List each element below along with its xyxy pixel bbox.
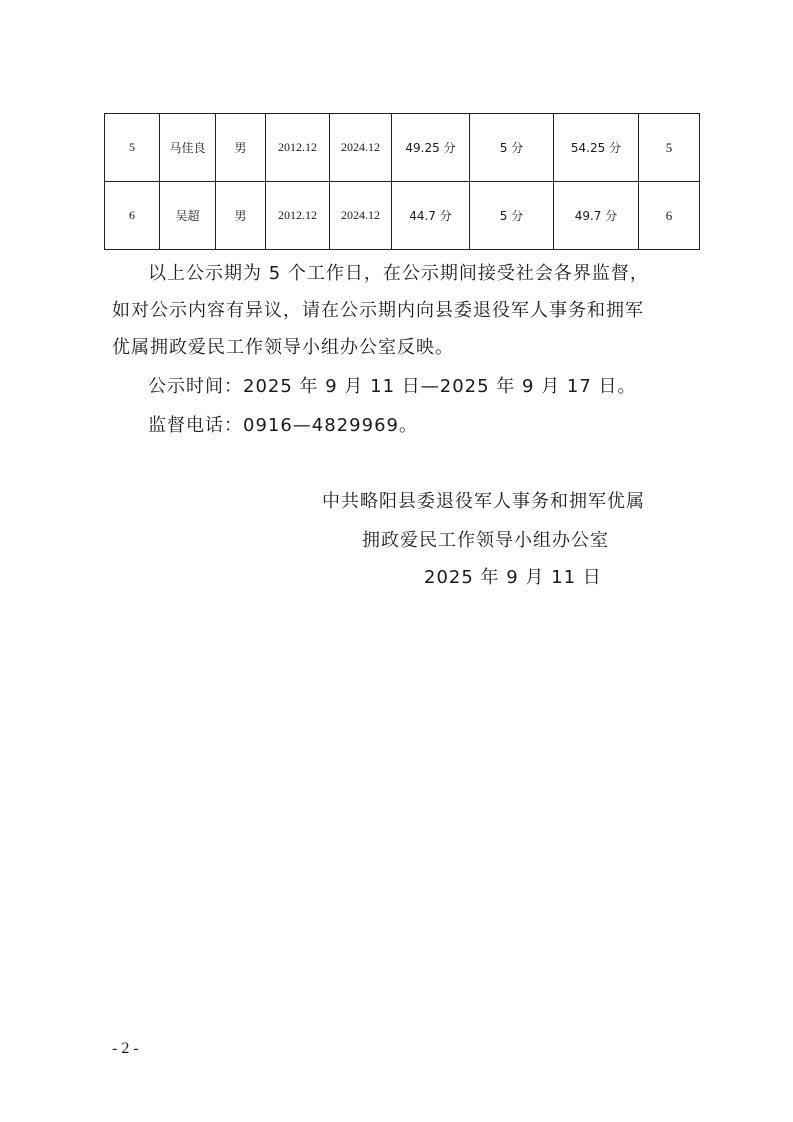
cell-rank: 6 <box>639 182 700 250</box>
cell-no: 6 <box>105 182 160 250</box>
cell-bonus: 5 分 <box>470 182 554 250</box>
table-row <box>105 182 700 250</box>
cell-retire: 2024.12 <box>330 114 392 182</box>
cell-enlist: 2012.12 <box>266 182 330 250</box>
notice-line-3: 优属拥政爱民工作领导小组办公室反映。 <box>112 337 454 358</box>
notice-line-1: 以上公示期为 5 个工作日，在公示期间接受社会各界监督， <box>148 263 649 284</box>
cell-score: 44.7 分 <box>392 182 470 250</box>
cell-name: 吴超 <box>160 182 216 250</box>
cell-enlist: 2012.12 <box>266 114 330 182</box>
candidate-table <box>104 113 700 250</box>
cell-name: 马佳良 <box>160 114 216 182</box>
cell-total: 49.7 分 <box>554 182 639 250</box>
cell-gender: 男 <box>216 182 266 250</box>
signature-org-line-2: 拥政爱民工作领导小组办公室 <box>362 530 609 551</box>
signature-org-line-1: 中共略阳县委退役军人事务和拥军优属 <box>322 491 645 512</box>
page-number: - 2 - <box>112 1040 139 1057</box>
table-row <box>105 114 700 182</box>
notice-line-2: 如对公示内容有异议，请在公示期内向县委退役军人事务和拥军 <box>112 300 644 321</box>
cell-no: 5 <box>105 114 160 182</box>
notice-phone: 监督电话：0916—4829969。 <box>148 415 418 436</box>
cell-score: 49.25 分 <box>392 114 470 182</box>
signature-date: 2025 年 9 月 11 日 <box>424 567 602 588</box>
cell-retire: 2024.12 <box>330 182 392 250</box>
cell-rank: 5 <box>639 114 700 182</box>
cell-gender: 男 <box>216 114 266 182</box>
notice-period: 公示时间：2025 年 9 月 11 日—2025 年 9 月 17 日。 <box>148 376 637 397</box>
cell-bonus: 5 分 <box>470 114 554 182</box>
cell-total: 54.25 分 <box>554 114 639 182</box>
